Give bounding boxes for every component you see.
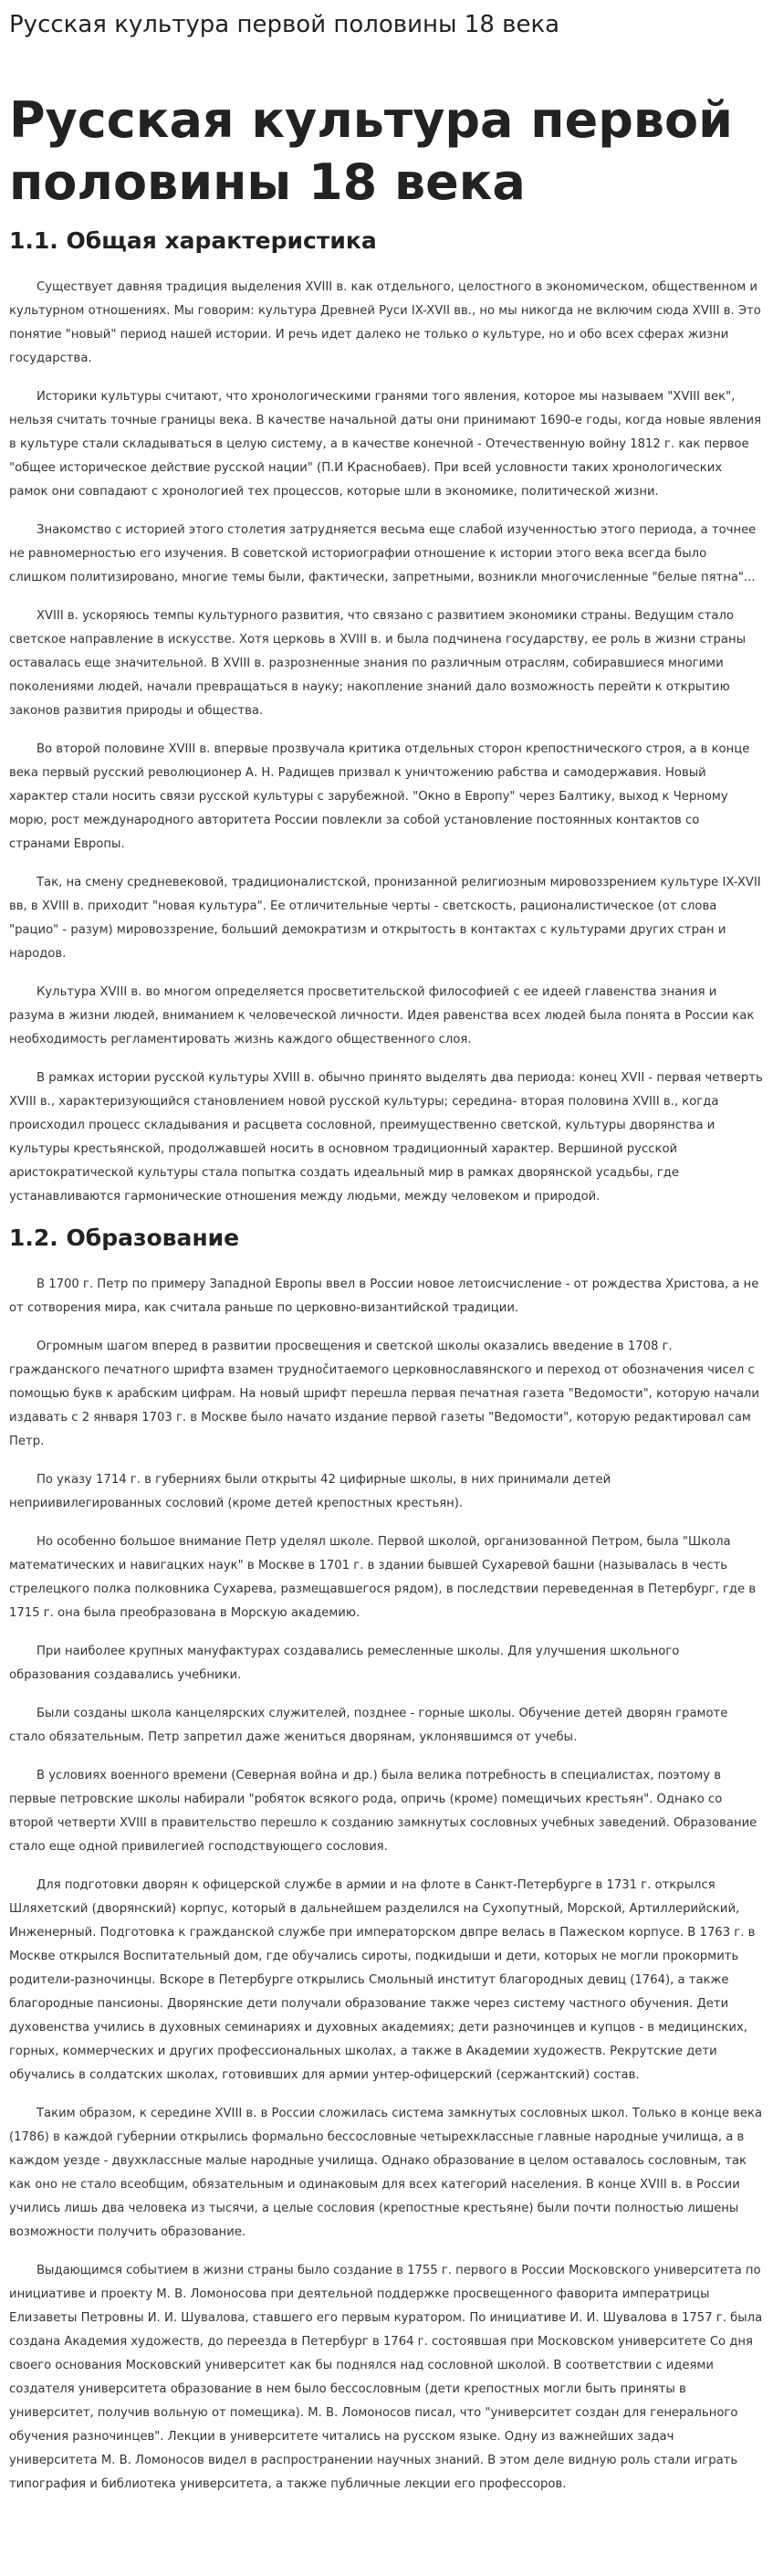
paragraph: В рамках истории русской культуры XVIII в. обычно принято выделять два периода: конец XVII - первая четверть XVIII в., характеризующийся становлением новой русской культуры; середина- вторая половина XVIII в., когда происходил процесс складывания и расцвета сословной, преимущественно светской, культуры дворянства и культуры крестьянской, продолжавшей носить в основном традиционный характер. Вершиной русской аристократической культуры стала попытка создать идеальный мир в рамках дворянской усадьбы, где устанавливаются гармонические отношения между людьми, между человеком и природой.: [9, 1071, 763, 1204]
paragraph: Так, на смену средневековой, традиционалистской, пронизанной религиозным мировоззрением культуре IX-XVII вв, в XVIII в. приходит "новая культура". Ее отличительные черты - светскость, рационалистическое (от слова "рацио" - разум) мировоззрение, больший демократизм и открытость в контактах с культурами других стран и народов.: [9, 876, 761, 961]
paragraph: Существует давняя традиция выделения XVIII в. как отдельного, целостного в экономическом, общественном и культурном отношениях. Мы говорим: культура Древней Руси IX-XVII вв., но мы никогда не включим сюда XVIII в. Это понятие "новый" период нашей истории. И речь идет далеко не только о культуре, но и обо всех сферах жизни государства.: [9, 280, 761, 365]
paragraph: Знакомство с историей этого столетия затрудняется весьма еще слабой изученностью этого периода, а точнее не равномерностью его изучения. В советской историографии отношение к истории этого века всегда было слишком политизировано, многие темы были, фактически, запретными, возникли многочисленные "белые пятна"...: [9, 523, 757, 584]
page-header-title: Русская культура первой половины 18 века: [9, 11, 560, 38]
section-heading: 1.2. Образование: [9, 1225, 240, 1251]
paragraph: Во второй половине XVIII в. впервые прозвучала критика отдельных сторон крепостнического строя, а в конце века первый русский революционер А. Н. Радищев призвал к уничтожению рабства и самодержавия. Новый характер стали носить связи русской культуры с зарубежной. "Окно в Европу" через Балтику, выход к Черному морю, рост международного авторитета России повлекли за собой установление постоянных контактов со странами Европы.: [9, 742, 750, 851]
section-heading: 1.1. Общая характеристика: [9, 227, 377, 254]
paragraph: Были созданы школа канцелярских служителей, позднее - горные школы. Обучение детей дворян грамоте стало обязательным. Петр запретил даже жениться дворянам, уклонявшимся от учебы.: [9, 1707, 728, 1744]
article-title: Русская культура первой половины 18 века: [9, 91, 733, 211]
paragraph: Огромным шагом вперед в развитии просвещения и светской школы оказались введение в 1708 г. гражданского печатного шрифта взамен труднočитаемого церковнославянского и переход от обозначения чисел с помощью букв к арабским цифрам. На новый шрифт перешла первая печатная газета "Ведомости", которую начали издавать с 2 января 1703 г. в Москве было начато издание первой газеты "Ведомости", которую редактировал сам Петр.: [9, 1340, 759, 1448]
paragraph: Историки культуры считают, что хронологическими гранями того явления, которое мы называем "XVIII век", нельзя считать точные границы века. В качестве начальной даты они принимают 1690-е годы, когда новые явления в культуре стали складываться в целую систему, а в качестве конечной - Отечественную войну 1812 г. как первое "общее историческое действие русской нации" (П.И Краснобаев). При всей условности таких хронологических рамок они совпадают с хронологией тех процессов, которые шли в экономике, политической жизни.: [9, 390, 762, 499]
paragraph: Культура XVIII в. во многом определяется просветительской философией с ее идеей главенства знания и разума в жизни людей, вниманием к человеческой личности. Идея равенства всех людей была понята в России как необходимость регламентировать жизнь каждого общественного слоя.: [9, 985, 755, 1046]
section-education: [9, 1224, 764, 2497]
paragraph: Для подготовки дворян к офицерской службе в армии и на флоте в Санкт-Петербурге в 1731 г. открылся Шляхетский (дворянский) корпус, который в дальнейшем разделился на Сухопутный, Морской, Артиллерийский, Инженерный. Подготовка к гражданской службе при императорском двпре велась в Пажеском корпусе. В 1763 г. в Москве открылся Воспитательный дом, где обучались сироты, подкидыши и дети, которых не могли прокормить родители-разночинцы. Вскоре в Петербурге открылись Смольный институт благородных девиц (1764), а также благородные пансионы. Дворянские дети получали образование также через систему частного обучения. Дети духовенства учились в духовных семинариях и духовных академиях; дети разночинцев и купцов - в медицинских, горных, коммерческих и других профессиональных школах, а также в Академии художеств. Рекрутские дети обучались в солдатских школах, готовивших для армии унтер-офицерский (сержантский) состав.: [9, 1878, 756, 2082]
paragraph: В 1700 г. Петр по примеру Западной Европы ввел в России новое летоисчисление - от рождества Христова, а не от сотворения мира, как считала раньше по церковно-византийской традиции.: [9, 1277, 759, 1315]
paragraph: XVIII в. ускоряюсь темпы культурного развития, что связано с развитием экономики страны. Ведущим стало светское направление в искусстве. Хотя церковь в XVIII в. и была подчинена государству, ее роль в жизни страны оставалась еще значительной. В XVIII в. разрозненные знания по различным отраслям, собиравшиеся многими поколениями людей, начали превращаться в науку; накопление знаний дало возможность перейти к открытию законов развития природы и общества.: [9, 609, 746, 718]
paragraph: Но особенно большое внимание Петр уделял школе. Первой школой, организованной Петром, была "Школа математических и навигацких наук" в Москве в 1701 г. в здании бывшей Сухаревой башни (называлась в честь стрелецкого полка полковника Сухарева, размещавшегося рядом), в последствии переведенная в Петербург, где в 1715 г. она была преобразована в Морскую академию.: [9, 1535, 757, 1620]
paragraph: По указу 1714 г. в губерниях были открыты 42 цифирные школы, в них принимали детей неприивилегированных сословий (кроме детей крепостных крестьян).: [9, 1473, 611, 1510]
paragraph: В условиях военного времени (Северная война и др.) была велика потребность в специалистах, поэтому в первые петровские школы набирали "робяток всякого рода, опричь (кроме) помещичьих крестьян". Однако со второй четверти XVIII в правительство перешло к созданию замкнутых сословных учебных заведений. Образование стало еще одной привилегией господствующего сословия.: [9, 1769, 757, 1854]
paragraph: При наиболее крупных мануфактурах создавались ремесленные школы. Для улучшения школьного образования создавались учебники.: [9, 1645, 680, 1682]
section-general: [9, 226, 764, 1209]
paragraph: Выдающимся событием в жизни страны было создание в 1755 г. первого в России Московского университета по инициативе и проекту М. В. Ломоносова при деятельной поддержке просвещенного фаворита императрицы Елизаветы Петровны И. И. Шувалова, ставшего его первым куратором. По инициативе И. И. Шувалова в 1757 г. была создана Академия художеств, до переезда в Петербург в 1764 г. состоявшая при Московском университете Со дня своего основания Московский университет как бы поднялся над сословной школой. В соответствии с идеями создателя университета образование в нем было бессословным (дети крепостных могли быть приняты в университет, получив вольную от помещика). М. В. Ломоносов писал, что "университет создан для генерального обучения разночинцев". Лекции в университете читались на русском языке. Одну из важнейших задач университета М. В. Ломоносов видел в распространении научных знаний. В этом деле видную роль стали играть типография и библиотека университета, а также публичные лекции его профессоров.: [9, 2264, 763, 2491]
paragraph: Таким образом, к середине XVIII в. в России сложилась система замкнутых сословных школ. Только в конце века (1786) в каждой губернии открылись формально бессословные четырехклассные главные народные училища, а в каждом уезде - двухклассные малые народные училища. Однако образование в целом оставалось сословным, так как оно не стало всеобщим, обязательным и одинаковым для всех категорий населения. В конце XVIII в. в России учились лишь два человека из тысячи, а целые сословия (крепостные крестьяне) были почти полностью лишены возможности получить образование.: [9, 2107, 763, 2239]
